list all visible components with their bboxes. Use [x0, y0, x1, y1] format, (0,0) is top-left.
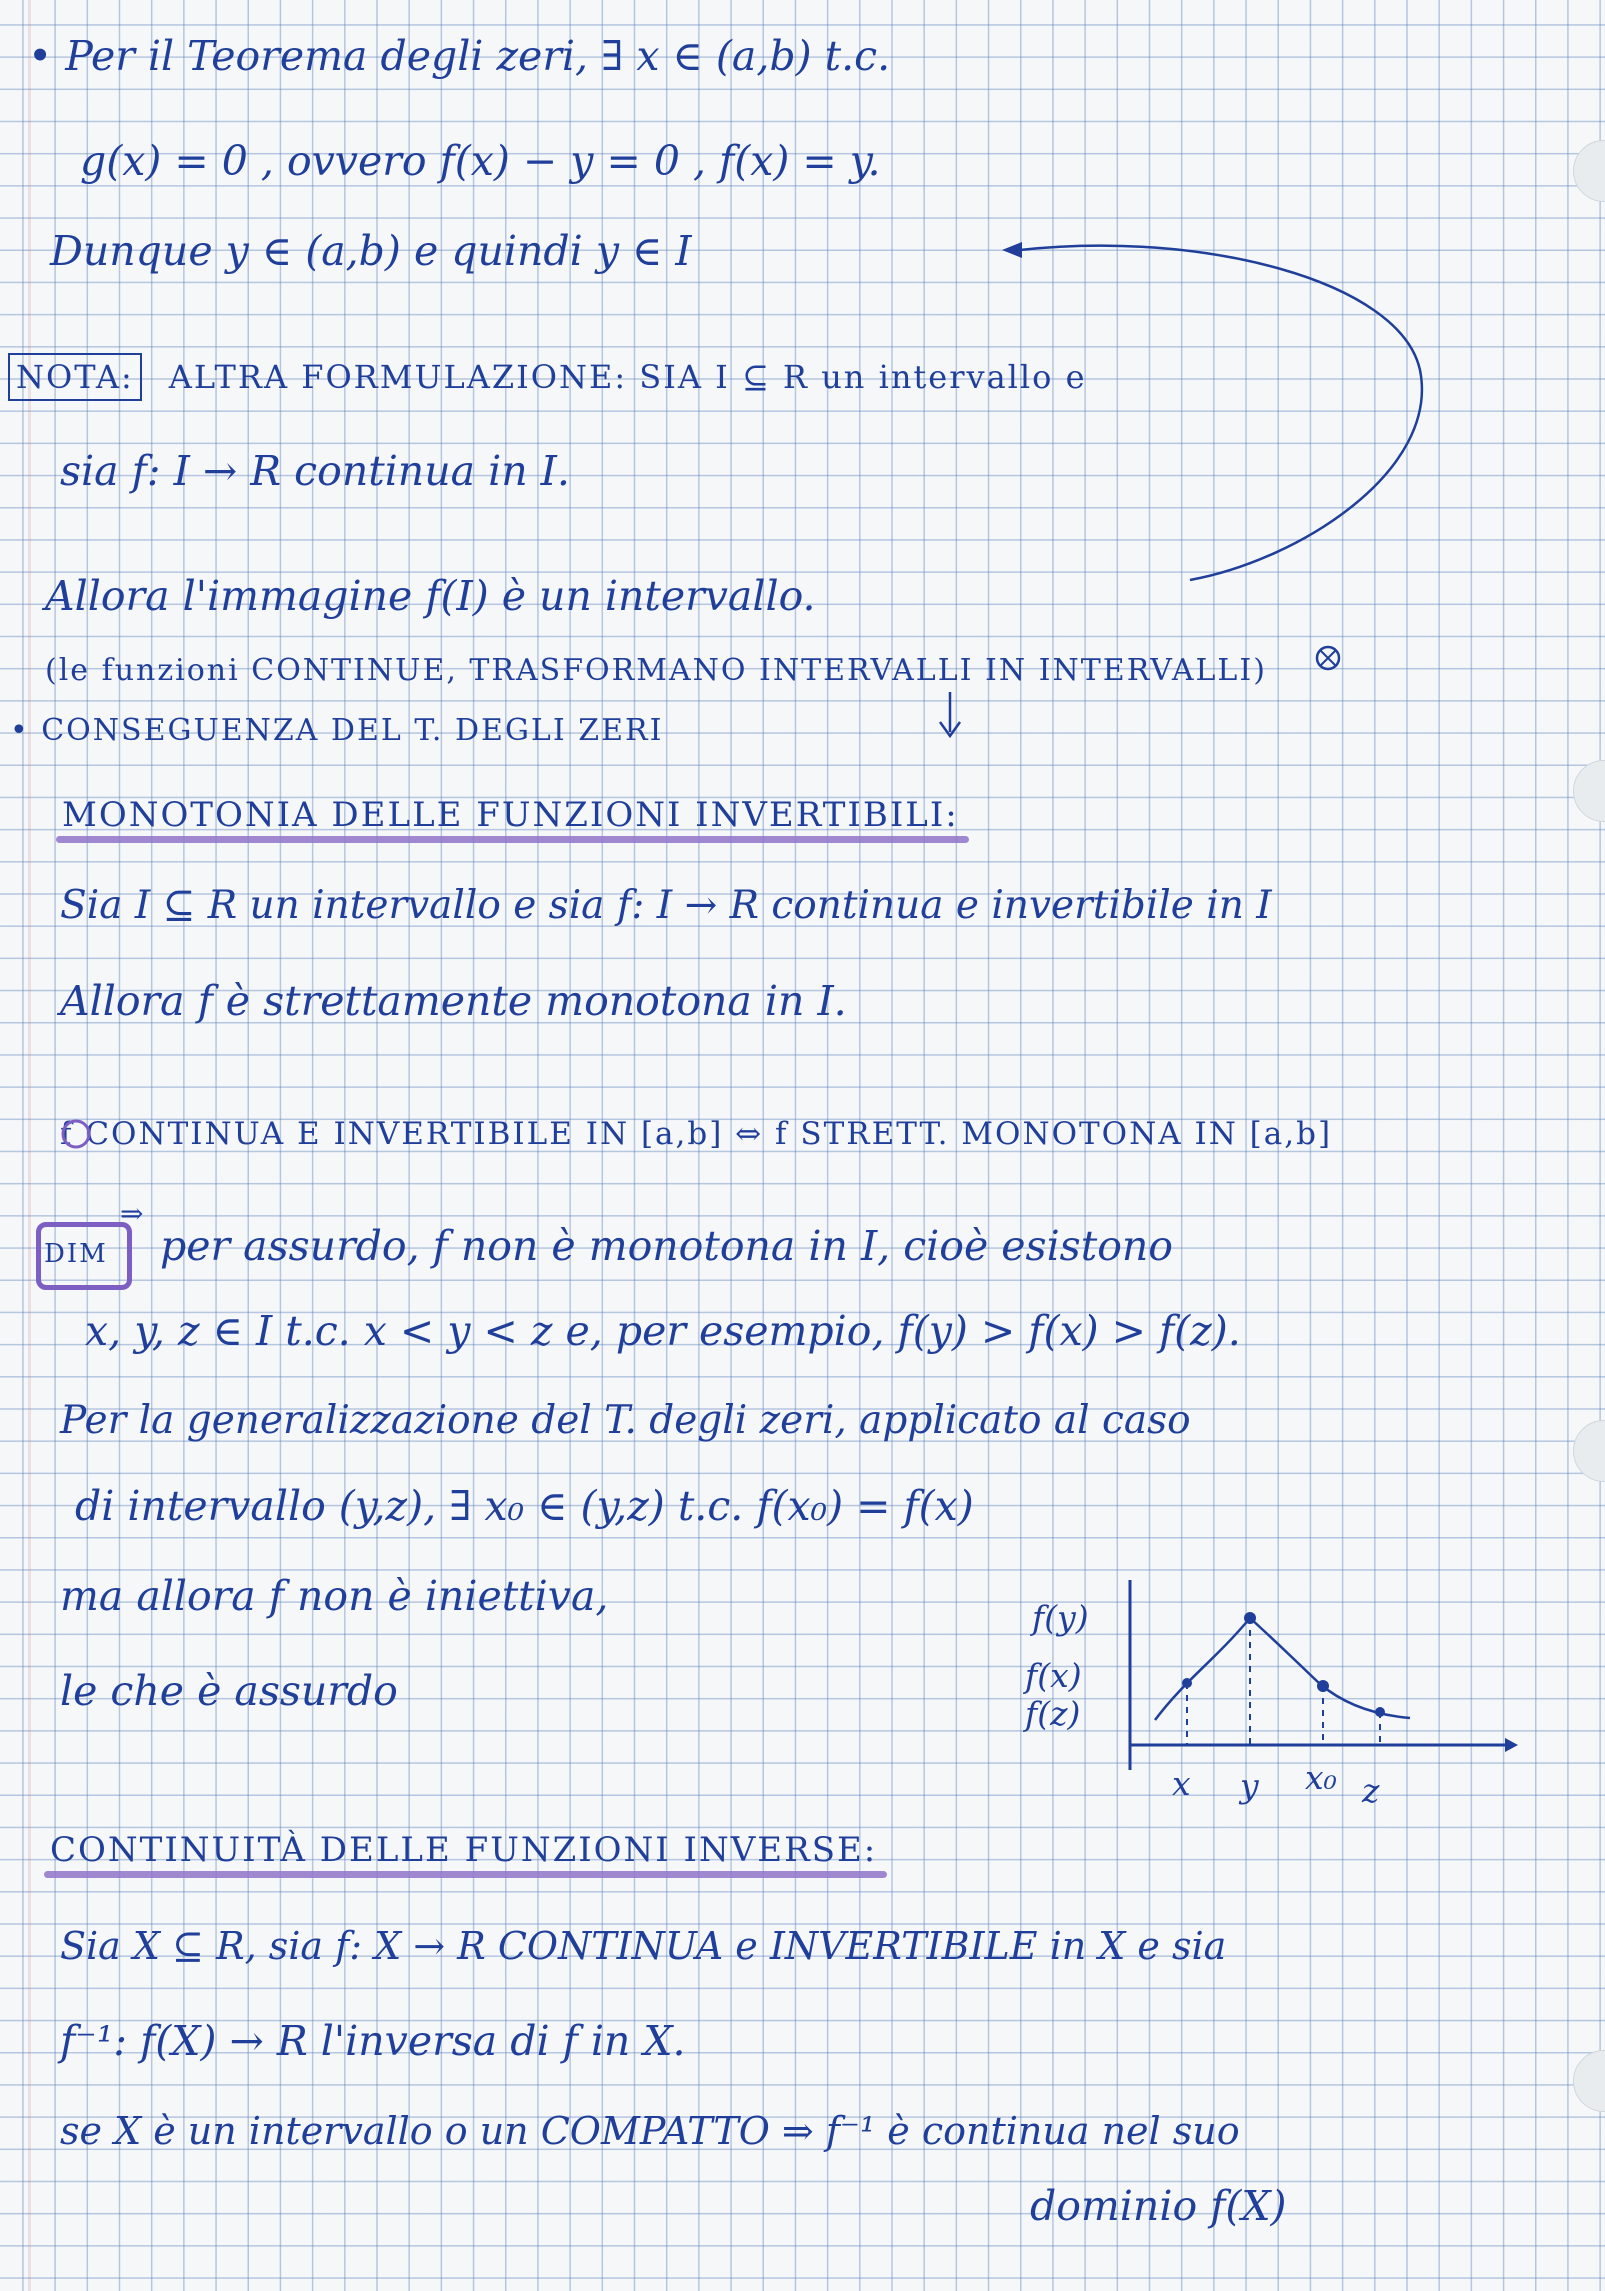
graph-label-x: x [1172, 1764, 1191, 1803]
graph-label-fy: f(y) [1032, 1598, 1089, 1637]
graph-label-x0: x₀ [1305, 1758, 1337, 1797]
note-line: Allora l'immagine f(I) è un intervallo. [45, 572, 816, 620]
note-line: ma allora f non è iniettiva, [60, 1572, 609, 1620]
note-line: (le funzioni CONTINUE, TRASFORMANO INTERVALLI IN INTERVALLI) [45, 653, 1267, 688]
note-line: le che è assurdo [60, 1667, 398, 1715]
note-line: Sia X ⊆ R, sia f: X → R CONTINUA e INVERTIBILE in X e sia [60, 1924, 1227, 1968]
heading-text: MONOTONIA DELLE FUNZIONI INVERTIBILI: [62, 795, 959, 835]
note-line: per assurdo, f non è monotona in I, cioè esistono [160, 1222, 1173, 1270]
dim-label: DIM [44, 1239, 108, 1269]
note-line: se X è un intervallo o un COMPATTO ⇒ f⁻¹ è continua nel suo [60, 2109, 1240, 2153]
note-line: sia f: I → R continua in I. [60, 447, 570, 495]
graph-label-z: z [1362, 1771, 1380, 1810]
bullet-circle [63, 1121, 89, 1147]
note-line: di intervallo (y,z), ∃ x₀ ∈ (y,z) t.c. f(x₀) = f(x) [75, 1482, 974, 1530]
nota-text: ALTRA FORMULAZIONE: SIA I ⊆ R un intervallo e [168, 358, 1087, 396]
note-line: x, y, z ∈ I t.c. x < y < z e, per esempio, f(y) > f(x) > f(z). [85, 1307, 1241, 1355]
graph-label-fz: f(z) [1025, 1694, 1081, 1733]
note-line: Allora f è strettamente monotona in I. [60, 977, 847, 1025]
heading-text: CONTINUITÀ DELLE FUNZIONI INVERSE: [50, 1830, 878, 1870]
note-line: • Per il Teorema degli zeri, ∃ x ∈ (a,b) t.c. [28, 32, 891, 80]
star-mark-icon [1321, 651, 1335, 665]
note-line: Dunque y ∈ (a,b) e quindi y ∈ I [50, 227, 692, 275]
down-arrow-icon [940, 692, 960, 736]
graph-label-fx: f(x) [1025, 1656, 1082, 1695]
nota-label: NOTA: [8, 353, 142, 401]
note-line: Sia I ⊆ R un intervallo e sia f: I → R continua e invertibile in I [60, 883, 1272, 928]
x-axis-arrowhead-icon [1505, 1738, 1518, 1752]
note-line: g(x) = 0 , ovvero f(x) − y = 0 , f(x) = y. [80, 137, 881, 185]
implies-mark: ⇒ [120, 1197, 144, 1230]
connector-arrow [1020, 246, 1422, 580]
note-line: dominio f(X) [1030, 2182, 1287, 2230]
graph-curve [1155, 1618, 1410, 1720]
note-line: f⁻¹: f(X) → R l'inversa di f in X. [60, 2017, 686, 2065]
note-line: • CONSEGUENZA DEL T. DEGLI ZERI [10, 713, 664, 748]
note-line: Per la generalizzazione del T. degli zeri, applicato al caso [60, 1398, 1191, 1443]
graph-label-y: y [1240, 1766, 1259, 1805]
note-line: f CONTINUA E INVERTIBILE IN [a,b] ⇔ f STRETT. MONOTONA IN [a,b] [60, 1116, 1333, 1152]
arrowhead-icon [1002, 242, 1022, 258]
